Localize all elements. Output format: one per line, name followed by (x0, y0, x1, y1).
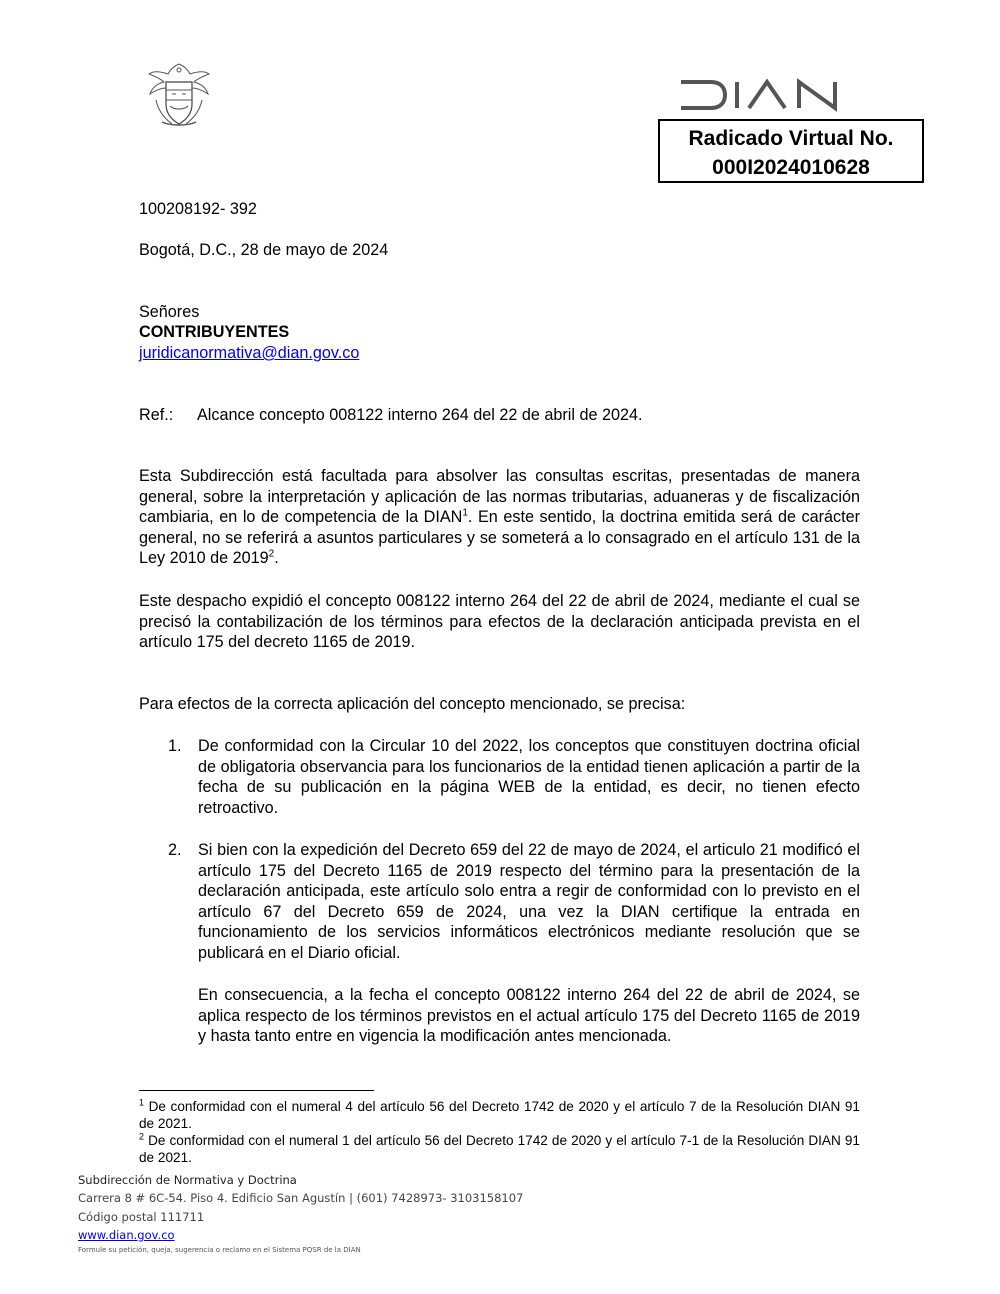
dian-logo (679, 78, 859, 112)
list-item-2-continuation: En consecuencia, a la fecha el concepto 008122 interno 264 del 22 de abril de 2024, se aplica respecto de los términos previstos en el actual artículo 175 del Decreto 1165 de 2019 y hasta tanto entre en vigencia la modificación antes mencionada. (198, 986, 860, 1046)
city-date: Bogotá, D.C., 28 de mayo de 2024 (139, 241, 389, 259)
footer-pqsr-note: Formule su petición, queja, sugerencia o reclamo en el Sistema PQSR de la DIAN (78, 1246, 361, 1254)
footnote-1-text: De conformidad con el numeral 4 del artículo 56 del Decreto 1742 de 2020 y el artículo 7 de la Resolución DIAN 91 de 2021. (139, 1099, 860, 1131)
paragraph-2: Este despacho expidió el concepto 008122 interno 264 del 22 de abril de 2024, mediante el cual se precisó la contabilización de los términos para efectos de la declaración anticipada prevista en el artículo 175 del decreto 1165 de 2019. (139, 592, 860, 652)
paragraph-1 (139, 466, 860, 569)
paragraph-3: Para efectos de la correcta aplicación del concepto mencionado, se precisa: (139, 695, 686, 713)
radicado-number: 000I2024010628 (712, 156, 870, 179)
list-item-1-text: De conformidad con la Circular 10 del 2022, los conceptos que constituyen doctrina oficial de obligatoria observancia para los funcionarios de la entidad tienen aplicación a partir de la fecha de su publicación en la página WEB de la entidad, es decir, no tienen efecto retroactivo. (198, 737, 860, 817)
reference-number: 100208192- 392 (139, 200, 257, 218)
radicado-box (658, 119, 924, 183)
footnote-separator (139, 1090, 374, 1091)
recipient: CONTRIBUYENTES (139, 323, 290, 341)
paragraph-1-text-a: Esta Subdirección está facultada para absolver las consultas escritas, presentadas de manera general, sobre la interpretación y aplicación de las normas tributarias, aduaneras y de fiscalización cambiaria, en lo de competencia de la DIAN (139, 467, 860, 527)
salutation: Señores (139, 303, 200, 321)
list-item-2-number: 2. (168, 841, 182, 859)
list-item-1-number: 1. (168, 737, 182, 755)
footnote-ref-1[interactable]: 1 (462, 507, 468, 519)
footnote-2 (139, 1133, 860, 1166)
recipient-email-link[interactable]: juridicanormativa@dian.gov.co (139, 344, 360, 362)
footer-website-link[interactable]: www.dian.gov.co (78, 1228, 175, 1242)
footnote-ref-2[interactable]: 2 (268, 548, 275, 560)
footer-office: Subdirección de Normativa y Doctrina (78, 1173, 297, 1187)
coat-of-arms-icon (146, 60, 212, 128)
footnote-2-text: De conformidad con el numeral 1 del artículo 56 del Decreto 1742 de 2020 y el artículo 7-1 de la Resolución DIAN 91 de 2021. (139, 1133, 860, 1165)
paragraph-1-text-b: . En este sentido, la doctrina emitida será de carácter general, no se referirá a asuntos particulares y se someterá a lo consagrado en el artículo 131 de la Ley 2010 de 2019 (139, 508, 861, 568)
radicado-label: Radicado Virtual No. (688, 127, 894, 150)
footnote-1 (139, 1099, 860, 1132)
footnote-1-mark: 1 (139, 1097, 145, 1108)
list-item-2-text: Si bien con la expedición del Decreto 659 del 22 de mayo de 2024, el articulo 21 modificó el artículo 175 del Decreto 1165 de 2019 respecto del término para la presentación de la declaración anticipada, este artículo solo entra a regir de conformidad con lo previsto en el artículo 67 del Decreto 659 de 2024, una vez la DIAN certifique la entrada en funcionamiento de los servicios informáticos electrónicos mediante resolución que se publicará en el Diario oficial. (198, 841, 860, 962)
footnote-2-mark: 2 (139, 1131, 145, 1142)
footer-address: Carrera 8 # 6C-54. Piso 4. Edificio San Agustín | (601) 7428973- 3103158107 (78, 1191, 524, 1205)
ref-text: Alcance concepto 008122 interno 264 del 22 de abril de 2024. (197, 406, 643, 424)
footer-postal-code: Código postal 111711 (78, 1210, 205, 1224)
ref-label: Ref.: (139, 406, 174, 424)
paragraph-1-text-c: . (274, 549, 279, 568)
